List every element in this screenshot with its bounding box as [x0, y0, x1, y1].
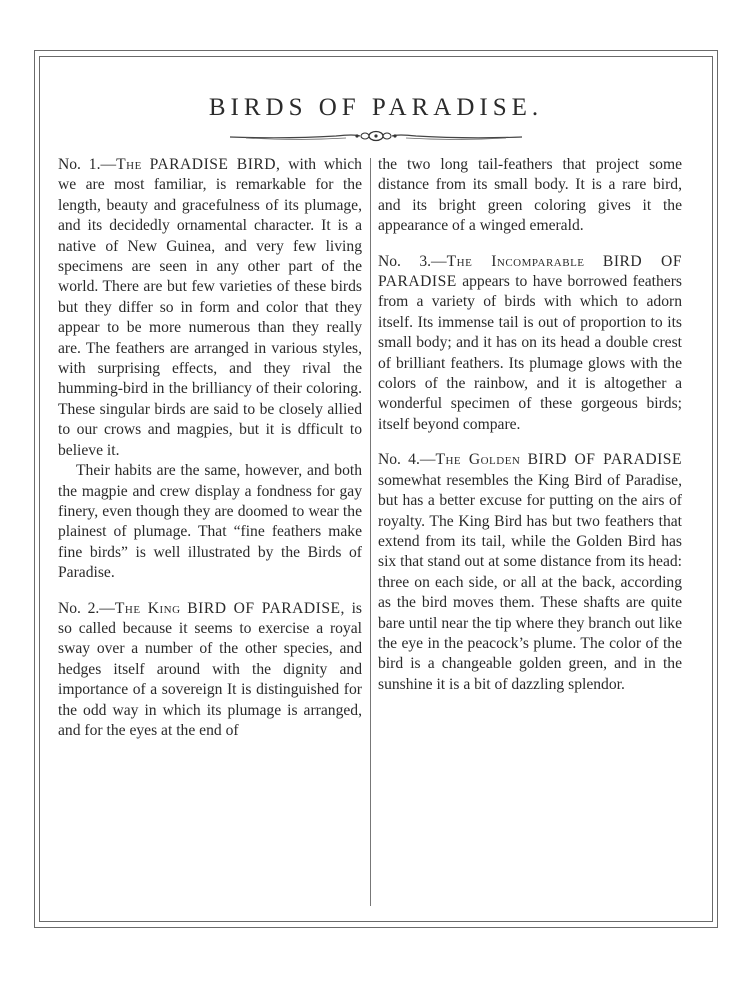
entry-number: No. 4.—	[378, 451, 436, 469]
entry-number: No. 2.—	[58, 599, 115, 617]
paragraph-text: Their habits are the same, however, and both the magpie and crew display a fondness for gay finery, even though they are doomed to wear the plainest of plumage. That “fine feathers make fine birds” is well illustrated by the Birds of Paradise.	[58, 462, 362, 582]
paragraph-habits	[58, 461, 362, 583]
entry-number: No. 1.—	[58, 156, 117, 173]
entry-heading: PARADISE BIRD,	[149, 156, 281, 173]
entry-heading-smallcaps: The	[116, 156, 142, 173]
entry-heading-smallcaps: The Incomparable	[446, 252, 585, 270]
paragraph-text: somewhat resembles the King Bird of Paradise, but has a better excuse for putting on the airs of royalty. The King Bird has but two feathers that extend from its tail, while the Golden Bird has six that stand out at some distance from its head: three on each side, or all at the back, according as the bird moves them. These shafts are quite bare until near the tip where they branch out like the eye in the peacock’s plume. The color of the bird is a changeable golden green, and in the sunshine it is a bit of dazzling splendor.	[378, 471, 682, 693]
page-title: BIRDS OF PARADISE.	[208, 94, 544, 121]
column-divider	[370, 158, 371, 906]
entry-heading: BIRD OF PARADISE	[527, 451, 682, 469]
paragraph-no-3	[378, 252, 682, 436]
right-column	[378, 155, 682, 695]
ornament-divider-icon	[226, 128, 526, 144]
left-column	[58, 155, 362, 741]
paragraph-text: is so called because it seems to exercise a royal sway over a number of the other species, and hedges itself around with the dignity and importance of a sovereign It is distinguished for the odd way in which its plumage is arranged, and for the eyes at the end of	[58, 599, 362, 739]
paragraph-no-4	[378, 450, 682, 695]
paragraph-continued	[378, 155, 682, 237]
paragraph-no-1	[58, 155, 362, 461]
entry-heading: BIRD OF PARADISE,	[187, 599, 345, 617]
entry-heading-smallcaps: The King	[114, 599, 181, 617]
entry-heading-smallcaps: The Golden	[435, 451, 521, 469]
entry-heading: BIRD OF PARADISE	[378, 252, 682, 291]
paragraph-no-2	[58, 599, 362, 742]
paragraph-text: with which we are most familiar, is remarkable for the length, beauty and gracefulness of its plumage, and its decidedly ornamental character. It is a native of New Guinea, and very few living specimens are seen in any other part of the world. There are but few varieties of these birds but they differ so in form and color that they appear to be more numerous than they really are. The feathers are arranged in various styles, with surprising effects, and they rival the humming-bird in the brilliancy of their coloring. These singular birds are said to be closely allied to our crows and magpies, but it is dfficult to believe it.	[58, 156, 362, 459]
paragraph-text: the two long tail-feathers that project some distance from its small body. It is a rare bird, and its bright green coloring gives it the appearance of a winged emerald.	[378, 156, 682, 235]
paragraph-text: appears to have borrowed feathers from a variety of birds with which to adorn itself. Its immense tail is out of proportion to its small body; and it has on its head a double crest of brilliant feathers. Its plumage glows with the colors of the rainbow, and it is altogether a wonderful specimen of these gorgeous birds; itself beyond compare.	[378, 273, 682, 433]
entry-number: No. 3.—	[378, 252, 447, 270]
